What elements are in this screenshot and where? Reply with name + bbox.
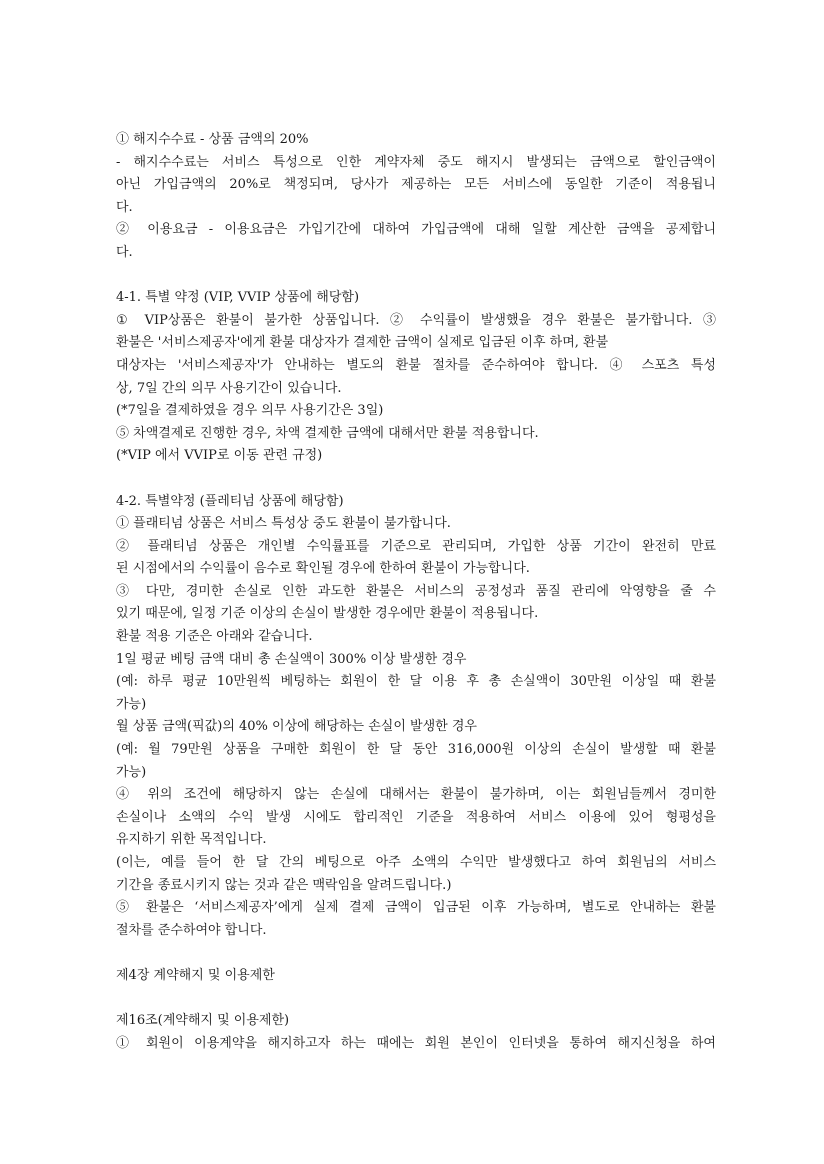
document-page [116,129,716,1055]
text-line: 다. [116,244,133,260]
text-line: 기간을 종료시키지 않는 것과 같은 맥락임을 알려드립니다.) [116,877,452,893]
text-line: 된 시점에서의 수익률이 음수로 확인될 경우에 한하여 환불이 가능합니다. [116,561,530,577]
text-line: 제16조(계약해지 및 이용제한) [116,1013,290,1029]
text-line: (예: 월 79만원 상품을 구매한 회원이 한 달 동안 316,000원 이상의 손실이 발생할 때 환불 [116,742,716,758]
text-line: ① 플래티넘 상품은 서비스 특성상 중도 환불이 불가합니다. [116,516,451,532]
text-line: ① VIP상품은 환불이 불가한 상품입니다. ② 수익률이 발생했을 경우 환불은 불가합니다. ③ [116,312,716,328]
text-line: 가능) [116,696,147,712]
text-line: 가능) [116,764,147,780]
text-line: 아닌 가입금액의 20%로 책정되며, 당사가 제공하는 모든 서비스에 동일한 기준이 적용됩니 [116,177,716,193]
text-line: 있기 때문에, 일정 기준 이상의 손실이 발생한 경우에만 환불이 적용됩니다. [116,606,539,622]
section-termination-fee [116,129,716,265]
text-line: ② 플래티넘 상품은 개인별 수익률표를 기준으로 관리되며, 가입한 상품 기간이 완전히 만료 [116,538,716,554]
section-gap [116,265,716,288]
text-line: ⑤ 환불은 ‘서비스제공자’에게 실제 결제 금액이 입금된 이후 가능하며, 별도로 안내하는 환불 [116,900,716,916]
text-line: (*VIP 에서 VVIP로 이동 관련 규정) [116,448,323,464]
text-line: 다. [116,199,133,215]
text-line: ④ 위의 조건에 해당하지 않는 손실에 대해서는 환불이 불가하며, 이는 회원님들께서 경미한 [116,787,716,803]
text-line: (예: 하루 평균 10만원씩 베팅하는 회원이 한 달 이용 후 총 손실액이 30만원 이상일 때 환불 [116,674,716,690]
section-chapter-4 [116,965,716,988]
text-line: (*7일을 결제하였을 경우 의무 사용기간은 3일) [116,403,384,419]
text-line: 4-2. 특별약정 (플레티넘 상품에 해당함) [116,493,344,509]
text-line: 환불은 '서비스제공자'에게 환불 대상자가 결제한 금액이 실제로 입금된 이후 하며, 환불 [116,335,609,351]
text-line: 월 상품 금액(픽값)의 40% 이상에 해당하는 손실이 발생한 경우 [116,719,477,735]
text-line: ① 회원이 이용계약을 해지하고자 하는 때에는 회원 본인이 인터넷을 통하여 해지신청을 하여 [116,1035,716,1051]
text-line: ⑤ 차액결제로 진행한 경우, 차액 결제한 금액에 대해서만 환불 적용합니다. [116,425,539,441]
section-special-terms-platinum [116,491,716,943]
text-line: 상, 7일 간의 의무 사용기간이 있습니다. [116,380,342,396]
text-line: 1일 평균 베팅 금액 대비 총 손실액이 300% 이상 발생한 경우 [116,651,467,667]
section-gap [116,468,716,491]
section-special-terms-vip [116,287,716,468]
text-line: 절차를 준수하여야 합니다. [116,922,267,938]
text-line: 제4장 계약해지 및 이용제한 [116,967,275,983]
text-line: (이는, 예를 들어 한 달 간의 베팅으로 아주 소액의 수익만 발생했다고 하여 회원님의 서비스 [116,855,716,870]
text-line: ③ 다만, 경미한 손실로 인한 과도한 환불은 서비스의 공정성과 품질 관리에 악영향을 줄 수 [116,583,716,599]
text-line: 4-1. 특별 약정 (VIP, VVIP 상품에 해당함) [116,290,360,306]
text-line: 손실이나 소액의 수익 발생 시에도 합리적인 기준을 적용하여 서비스 이용에 있어 형평성을 [116,809,716,825]
section-gap [116,942,716,965]
text-line: ① 해지수수료 - 상품 금액의 20% [116,132,309,147]
text-line: - 해지수수료는 서비스 특성으로 인한 계약자체 중도 해지시 발생되는 금액으로 할인금액이 [116,154,716,170]
section-article-16 [116,1010,716,1055]
text-line: 환불 적용 기준은 아래와 같습니다. [116,629,313,645]
text-line: 유지하기 위한 목적입니다. [116,832,267,848]
section-gap [116,988,716,1011]
text-line: ② 이용요금 - 이용요금은 가입기간에 대하여 가입금액에 대해 일할 계산한 금액을 공제합니 [116,222,716,238]
text-line: 대상자는 '서비스제공자'가 안내하는 별도의 환불 절차를 준수하여야 합니다. ④ 스포츠 특성 [116,357,716,373]
